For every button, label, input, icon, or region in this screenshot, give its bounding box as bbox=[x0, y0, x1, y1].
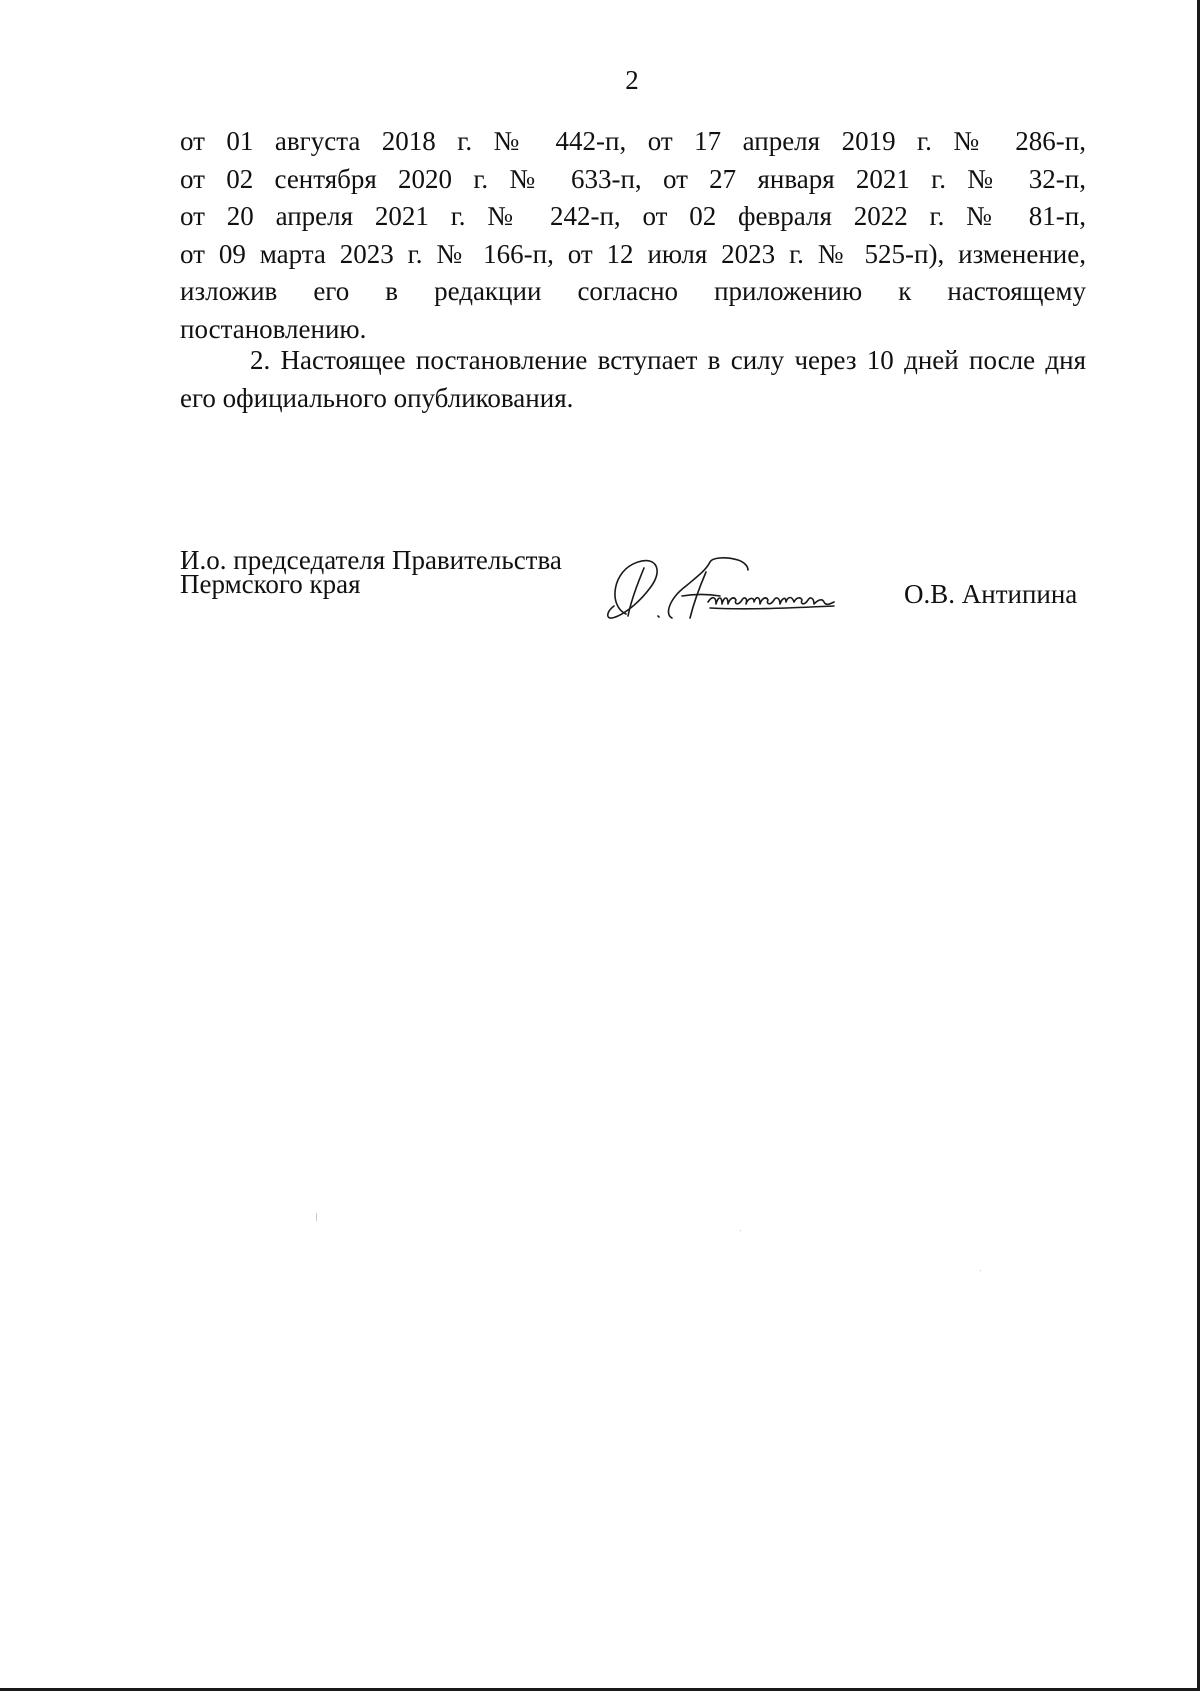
scan-speck bbox=[980, 1270, 981, 1271]
signatory-position-line-1: И.о. председателя Правительства bbox=[180, 545, 562, 575]
paragraph-2 bbox=[180, 342, 1086, 417]
page-number: 2 bbox=[625, 65, 639, 95]
scan-speck bbox=[740, 1230, 741, 1231]
paragraph-1-line-2: от 02 сентября 2020 г. № 633-п, от 27 января 2021 г. № 32-п, bbox=[180, 163, 1086, 194]
scan-speck bbox=[316, 1213, 317, 1221]
paragraph-1 bbox=[180, 123, 1086, 348]
paragraph-1-line-6: постановлению. bbox=[180, 313, 367, 344]
signatory-position-line-2: Пермского края bbox=[180, 569, 361, 599]
signatory-name: О.В. Антипина bbox=[904, 579, 1078, 609]
paragraph-1-line-4: от 09 марта 2023 г. № 166-п, от 12 июля 2023 г. № 525-п), изменение, bbox=[180, 238, 1086, 269]
signatory-position bbox=[180, 545, 562, 599]
paragraph-1-line-3: от 20 апреля 2021 г. № 242-п, от 02 февраля 2022 г. № 81-п, bbox=[180, 201, 1086, 231]
paragraph-1-line-5: изложив его в редакции согласно приложению к настоящему bbox=[180, 276, 1086, 306]
paragraph-1-line-1: от 01 августа 2018 г. № 442-п, от 17 апреля 2019 г. № 286-п, bbox=[180, 126, 1086, 156]
paragraph-2-line-2: его официального опубликования. bbox=[180, 382, 574, 413]
paragraph-2-line-1: 2. Настоящее постановление вступает в силу через 10 дней после дня bbox=[250, 345, 1086, 375]
handwritten-signature bbox=[598, 556, 913, 622]
